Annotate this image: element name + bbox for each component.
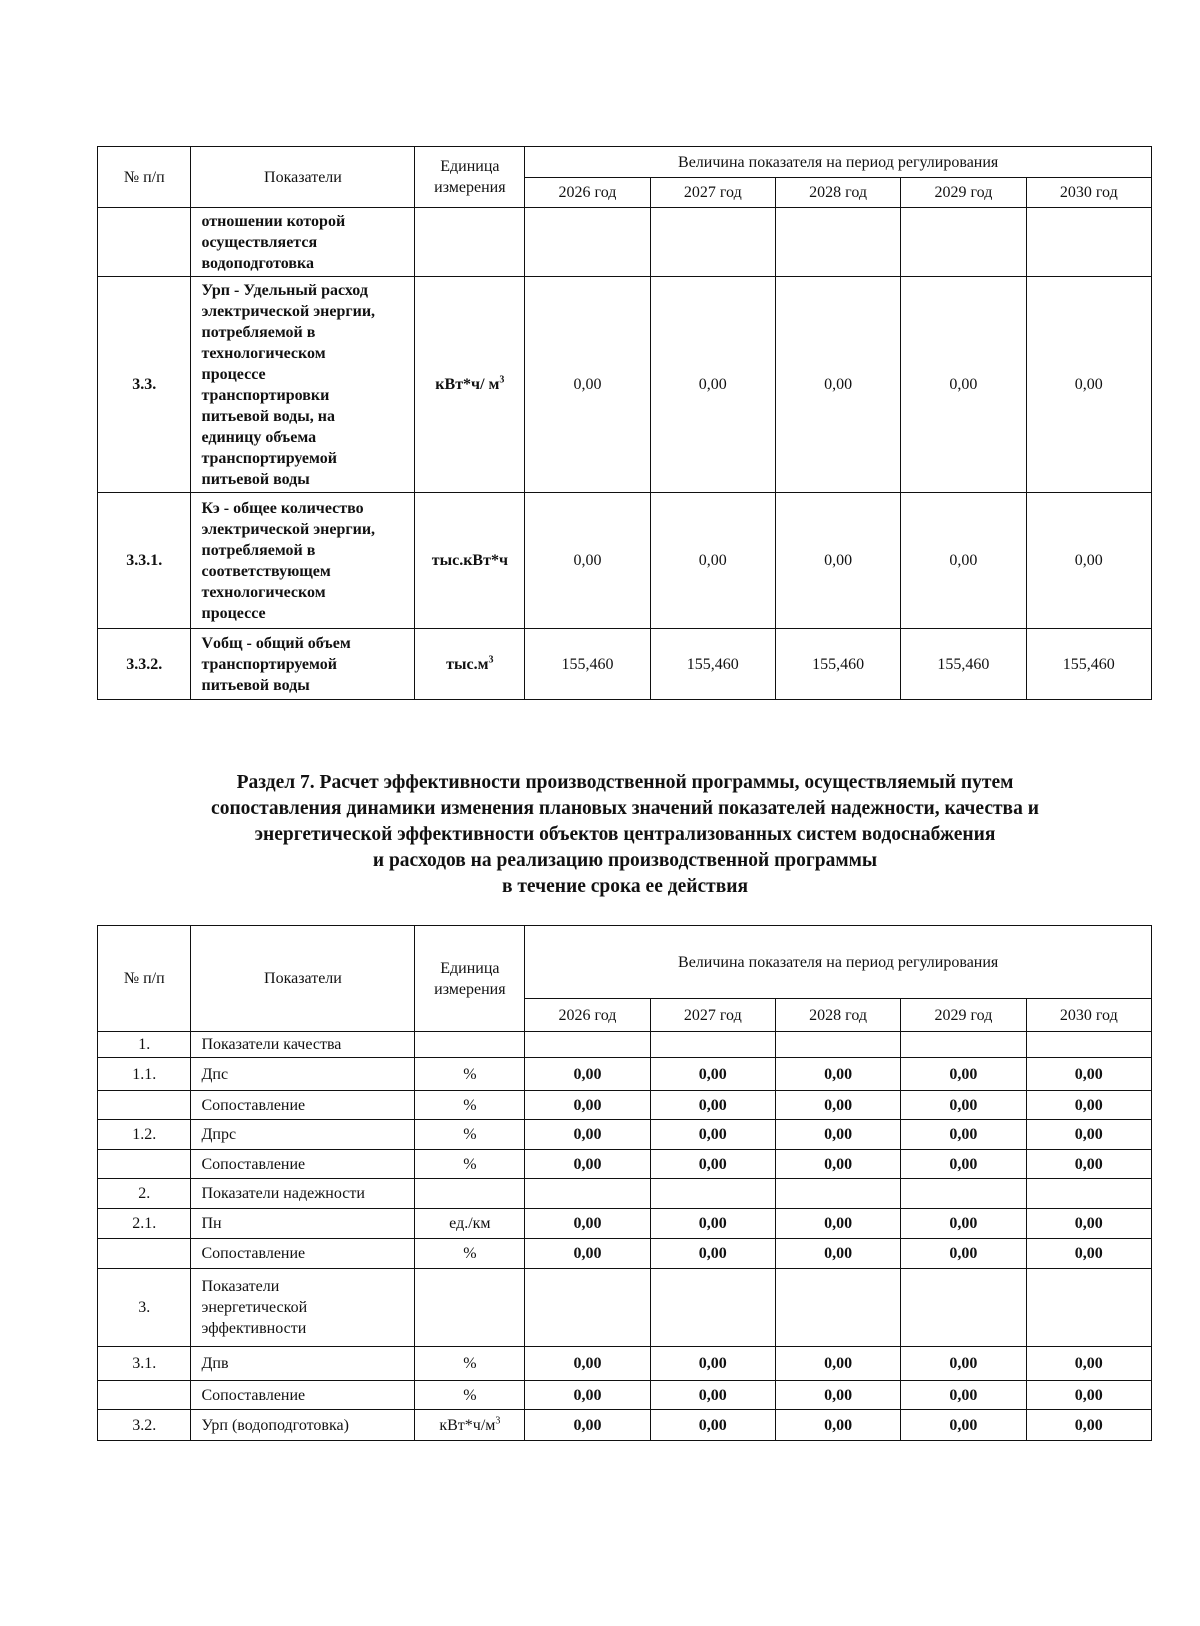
header-unit: Единица измерения [415, 926, 525, 1032]
value-cell [1026, 208, 1151, 277]
row-label-line: процессе [201, 604, 266, 622]
row-label-line: питьевой воды [201, 676, 310, 694]
value-cell [1026, 1179, 1151, 1209]
value-cell: 155,460 [775, 629, 900, 700]
value-cell: 0,00 [1026, 493, 1151, 629]
row-label: Пн [191, 1209, 415, 1239]
value-cell: 0,00 [525, 1381, 650, 1410]
value-cell [525, 1269, 650, 1347]
header-year: 2029 год [901, 999, 1026, 1032]
value-cell: 0,00 [775, 1410, 900, 1441]
row-unit [415, 1269, 525, 1347]
value-cell: 0,00 [1026, 1058, 1151, 1091]
efficiency-table [97, 925, 1152, 1441]
row-unit [415, 1347, 525, 1381]
header-num: № п/п [98, 926, 191, 1032]
row-unit [415, 277, 525, 493]
row-label-line: энергетической [201, 1299, 308, 1316]
row-label [191, 629, 415, 700]
unit-text: кВт*ч/м [439, 1416, 496, 1434]
table-row [98, 1091, 1152, 1120]
row-label-line: потребляемой в [201, 323, 316, 341]
row-number: 3.3.1. [98, 493, 191, 629]
value-cell: 0,00 [650, 1058, 775, 1091]
value-cell: 0,00 [650, 1150, 775, 1179]
table-row [98, 277, 1152, 493]
row-number [98, 1381, 191, 1410]
header-year: 2026 год [525, 999, 650, 1032]
row-number: 3.3. [98, 277, 191, 493]
header-year: 2029 год [901, 178, 1026, 208]
value-cell: 0,00 [1026, 1347, 1151, 1381]
value-cell: 0,00 [901, 1347, 1026, 1381]
value-cell: 0,00 [650, 1239, 775, 1269]
table-row [98, 1179, 1152, 1209]
row-label-line: Vобщ - общий объем [201, 634, 351, 652]
row-label-line: технологическом [201, 344, 326, 362]
value-cell: 0,00 [901, 1091, 1026, 1120]
value-cell: 0,00 [775, 1120, 900, 1150]
row-label-line: осуществляется [201, 233, 318, 251]
row-number: 1. [98, 1032, 191, 1058]
value-cell [775, 208, 900, 277]
value-cell: 0,00 [901, 1120, 1026, 1150]
row-number [98, 1091, 191, 1120]
value-cell: 0,00 [901, 1239, 1026, 1269]
row-label-line: процессе [201, 365, 266, 383]
value-cell [775, 1269, 900, 1347]
row-unit [415, 1058, 525, 1091]
value-cell: 0,00 [1026, 277, 1151, 493]
unit-text: % [463, 1126, 477, 1143]
value-cell: 0,00 [901, 1058, 1026, 1091]
row-label: Сопоставление [191, 1381, 415, 1410]
row-label: Сопоставление [191, 1239, 415, 1269]
value-cell: 0,00 [650, 1410, 775, 1441]
value-cell [525, 208, 650, 277]
row-label-line: потребляемой в [201, 541, 316, 559]
value-cell [775, 1179, 900, 1209]
value-cell: 0,00 [775, 1058, 900, 1091]
table-row [98, 1120, 1152, 1150]
value-cell: 0,00 [901, 277, 1026, 493]
section-heading-line: сопоставления динамики изменения плановых значений показателей надежности, качества и [211, 798, 1039, 819]
continuation-table [97, 146, 1152, 700]
value-cell: 0,00 [650, 1120, 775, 1150]
value-cell: 0,00 [1026, 1381, 1151, 1410]
table-row [98, 1150, 1152, 1179]
header-year: 2030 год [1026, 999, 1151, 1032]
row-label-line: водоподготовка [201, 254, 315, 272]
unit-text: % [463, 1155, 477, 1173]
value-cell: 0,00 [775, 1150, 900, 1179]
value-cell: 155,460 [525, 629, 650, 700]
row-unit [415, 208, 525, 277]
row-number: 1.1. [98, 1058, 191, 1091]
header-num: № п/п [98, 147, 191, 208]
row-number: 2. [98, 1179, 191, 1209]
value-cell: 0,00 [775, 277, 900, 493]
row-label: Показатели надежности [191, 1179, 415, 1209]
row-label-line: питьевой воды, на [201, 407, 335, 425]
value-cell: 0,00 [901, 1410, 1026, 1441]
row-unit [415, 1120, 525, 1150]
row-label-line: транспортировки [201, 386, 330, 404]
row-label-line: технологическом [201, 583, 326, 601]
row-label-line: Показатели [201, 1278, 280, 1295]
unit-superscript: 3 [499, 374, 505, 386]
value-cell: 0,00 [775, 1381, 900, 1410]
value-cell [901, 1269, 1026, 1347]
value-cell [901, 1032, 1026, 1058]
value-cell [901, 1179, 1026, 1209]
table-row [98, 629, 1152, 700]
value-cell: 0,00 [775, 1209, 900, 1239]
unit-superscript: 3 [488, 654, 494, 666]
value-cell: 0,00 [525, 1120, 650, 1150]
value-cell [650, 1179, 775, 1209]
row-number: 3. [98, 1269, 191, 1347]
value-cell: 0,00 [901, 1381, 1026, 1410]
row-number: 3.1. [98, 1347, 191, 1381]
row-unit [415, 629, 525, 700]
value-cell: 0,00 [650, 1209, 775, 1239]
value-cell [525, 1179, 650, 1209]
unit-text: тыс.кВт*ч [431, 552, 508, 569]
row-unit [415, 493, 525, 629]
value-cell: 0,00 [775, 1347, 900, 1381]
row-label [191, 1269, 415, 1347]
unit-text: % [463, 1065, 477, 1083]
value-cell: 0,00 [775, 1091, 900, 1120]
value-cell: 0,00 [525, 1091, 650, 1120]
unit-text: % [463, 1245, 477, 1262]
value-cell [1026, 1032, 1151, 1058]
table-row [98, 493, 1152, 629]
table-row [98, 1239, 1152, 1269]
row-label-line: электрической энергии, [201, 520, 376, 538]
row-number [98, 1150, 191, 1179]
header-year: 2028 год [775, 178, 900, 208]
row-number [98, 1239, 191, 1269]
header-year: 2027 год [650, 999, 775, 1032]
header-year: 2028 год [775, 999, 900, 1032]
value-cell: 155,460 [901, 629, 1026, 700]
header-year: 2030 год [1026, 178, 1151, 208]
row-unit [415, 1032, 525, 1058]
table-row [98, 1381, 1152, 1410]
value-cell: 0,00 [525, 1058, 650, 1091]
row-unit [415, 1239, 525, 1269]
value-cell: 0,00 [525, 277, 650, 493]
table-row [98, 1347, 1152, 1381]
value-cell [650, 1269, 775, 1347]
value-cell: 0,00 [901, 493, 1026, 629]
value-cell: 0,00 [1026, 1209, 1151, 1239]
header-indicator: Показатели [191, 926, 415, 1032]
table-row [98, 1058, 1152, 1091]
value-cell [775, 1032, 900, 1058]
value-cell: 0,00 [901, 1150, 1026, 1179]
value-cell [1026, 1269, 1151, 1347]
row-unit [415, 1209, 525, 1239]
unit-text: ед./км [449, 1215, 491, 1232]
unit-text: % [463, 1386, 477, 1404]
header-year: 2027 год [650, 178, 775, 208]
value-cell: 0,00 [1026, 1091, 1151, 1120]
section-heading-line: энергетической эффективности объектов централизованных систем водоснабжения [254, 824, 996, 845]
row-label-line: электрической энергии, [201, 302, 376, 320]
value-cell: 0,00 [1026, 1239, 1151, 1269]
row-label [191, 493, 415, 629]
row-label-line: питьевой воды [201, 470, 310, 488]
row-number: 1.2. [98, 1120, 191, 1150]
row-label: Дпв [191, 1347, 415, 1381]
value-cell [650, 1032, 775, 1058]
value-cell: 155,460 [1026, 629, 1151, 700]
row-label [191, 277, 415, 493]
row-label-line: Урп - Удельный расход [201, 281, 368, 299]
unit-text: % [463, 1096, 477, 1114]
section-heading [100, 770, 1150, 900]
table-row [98, 1269, 1152, 1347]
row-label: Сопоставление [191, 1150, 415, 1179]
unit-text: тыс.м [446, 655, 489, 673]
value-cell: 0,00 [525, 1150, 650, 1179]
header-unit: Единица измерения [415, 147, 525, 208]
row-label-line: единицу объема [201, 428, 317, 446]
row-label-line: транспортируемой [201, 449, 337, 467]
unit-superscript: 3 [495, 1415, 501, 1427]
unit-text: % [463, 1355, 477, 1372]
row-label-line: Кэ - общее количество [201, 499, 364, 517]
row-label-line: транспортируемой [201, 655, 337, 673]
table-row [98, 1032, 1152, 1058]
value-cell [650, 208, 775, 277]
row-number: 2.1. [98, 1209, 191, 1239]
header-period: Величина показателя на период регулирования [525, 926, 1152, 999]
row-unit [415, 1150, 525, 1179]
row-label: Показатели качества [191, 1032, 415, 1058]
row-label: Урп (водоподготовка) [191, 1410, 415, 1441]
row-label [191, 208, 415, 277]
value-cell: 0,00 [525, 1239, 650, 1269]
section-heading-line: и расходов на реализацию производственной программы [372, 850, 878, 871]
value-cell: 0,00 [525, 1347, 650, 1381]
value-cell: 0,00 [525, 1410, 650, 1441]
row-label-line: отношении которой [201, 212, 346, 230]
value-cell: 0,00 [525, 1209, 650, 1239]
header-year: 2026 год [525, 178, 650, 208]
value-cell: 155,460 [650, 629, 775, 700]
table-row [98, 1209, 1152, 1239]
value-cell: 0,00 [1026, 1150, 1151, 1179]
value-cell: 0,00 [1026, 1410, 1151, 1441]
table-row [98, 208, 1152, 277]
value-cell: 0,00 [650, 277, 775, 493]
header-period: Величина показателя на период регулирования [525, 147, 1152, 178]
unit-text: кВт*ч/ м [435, 376, 500, 393]
value-cell: 0,00 [775, 1239, 900, 1269]
row-label: Сопоставление [191, 1091, 415, 1120]
row-label: Дпс [191, 1058, 415, 1091]
value-cell: 0,00 [1026, 1120, 1151, 1150]
value-cell: 0,00 [650, 1091, 775, 1120]
value-cell: 0,00 [525, 493, 650, 629]
value-cell: 0,00 [650, 493, 775, 629]
value-cell: 0,00 [650, 1381, 775, 1410]
row-label-line: эффективности [201, 1320, 307, 1337]
table-row [98, 1410, 1152, 1441]
row-number: 3.3.2. [98, 629, 191, 700]
row-unit [415, 1179, 525, 1209]
value-cell: 0,00 [901, 1209, 1026, 1239]
section-heading-line: Раздел 7. Расчет эффективности производственной программы, осуществляемый путем [236, 772, 1014, 793]
row-label-line: соответствующем [201, 562, 331, 580]
section-heading-line: в течение срока ее действия [501, 876, 749, 897]
row-unit [415, 1381, 525, 1410]
value-cell [525, 1032, 650, 1058]
value-cell: 0,00 [650, 1347, 775, 1381]
value-cell: 0,00 [775, 493, 900, 629]
row-number [98, 208, 191, 277]
row-label: Дпрс [191, 1120, 415, 1150]
value-cell [901, 208, 1026, 277]
row-unit [415, 1410, 525, 1441]
header-indicator: Показатели [191, 147, 415, 208]
row-number: 3.2. [98, 1410, 191, 1441]
row-unit [415, 1091, 525, 1120]
